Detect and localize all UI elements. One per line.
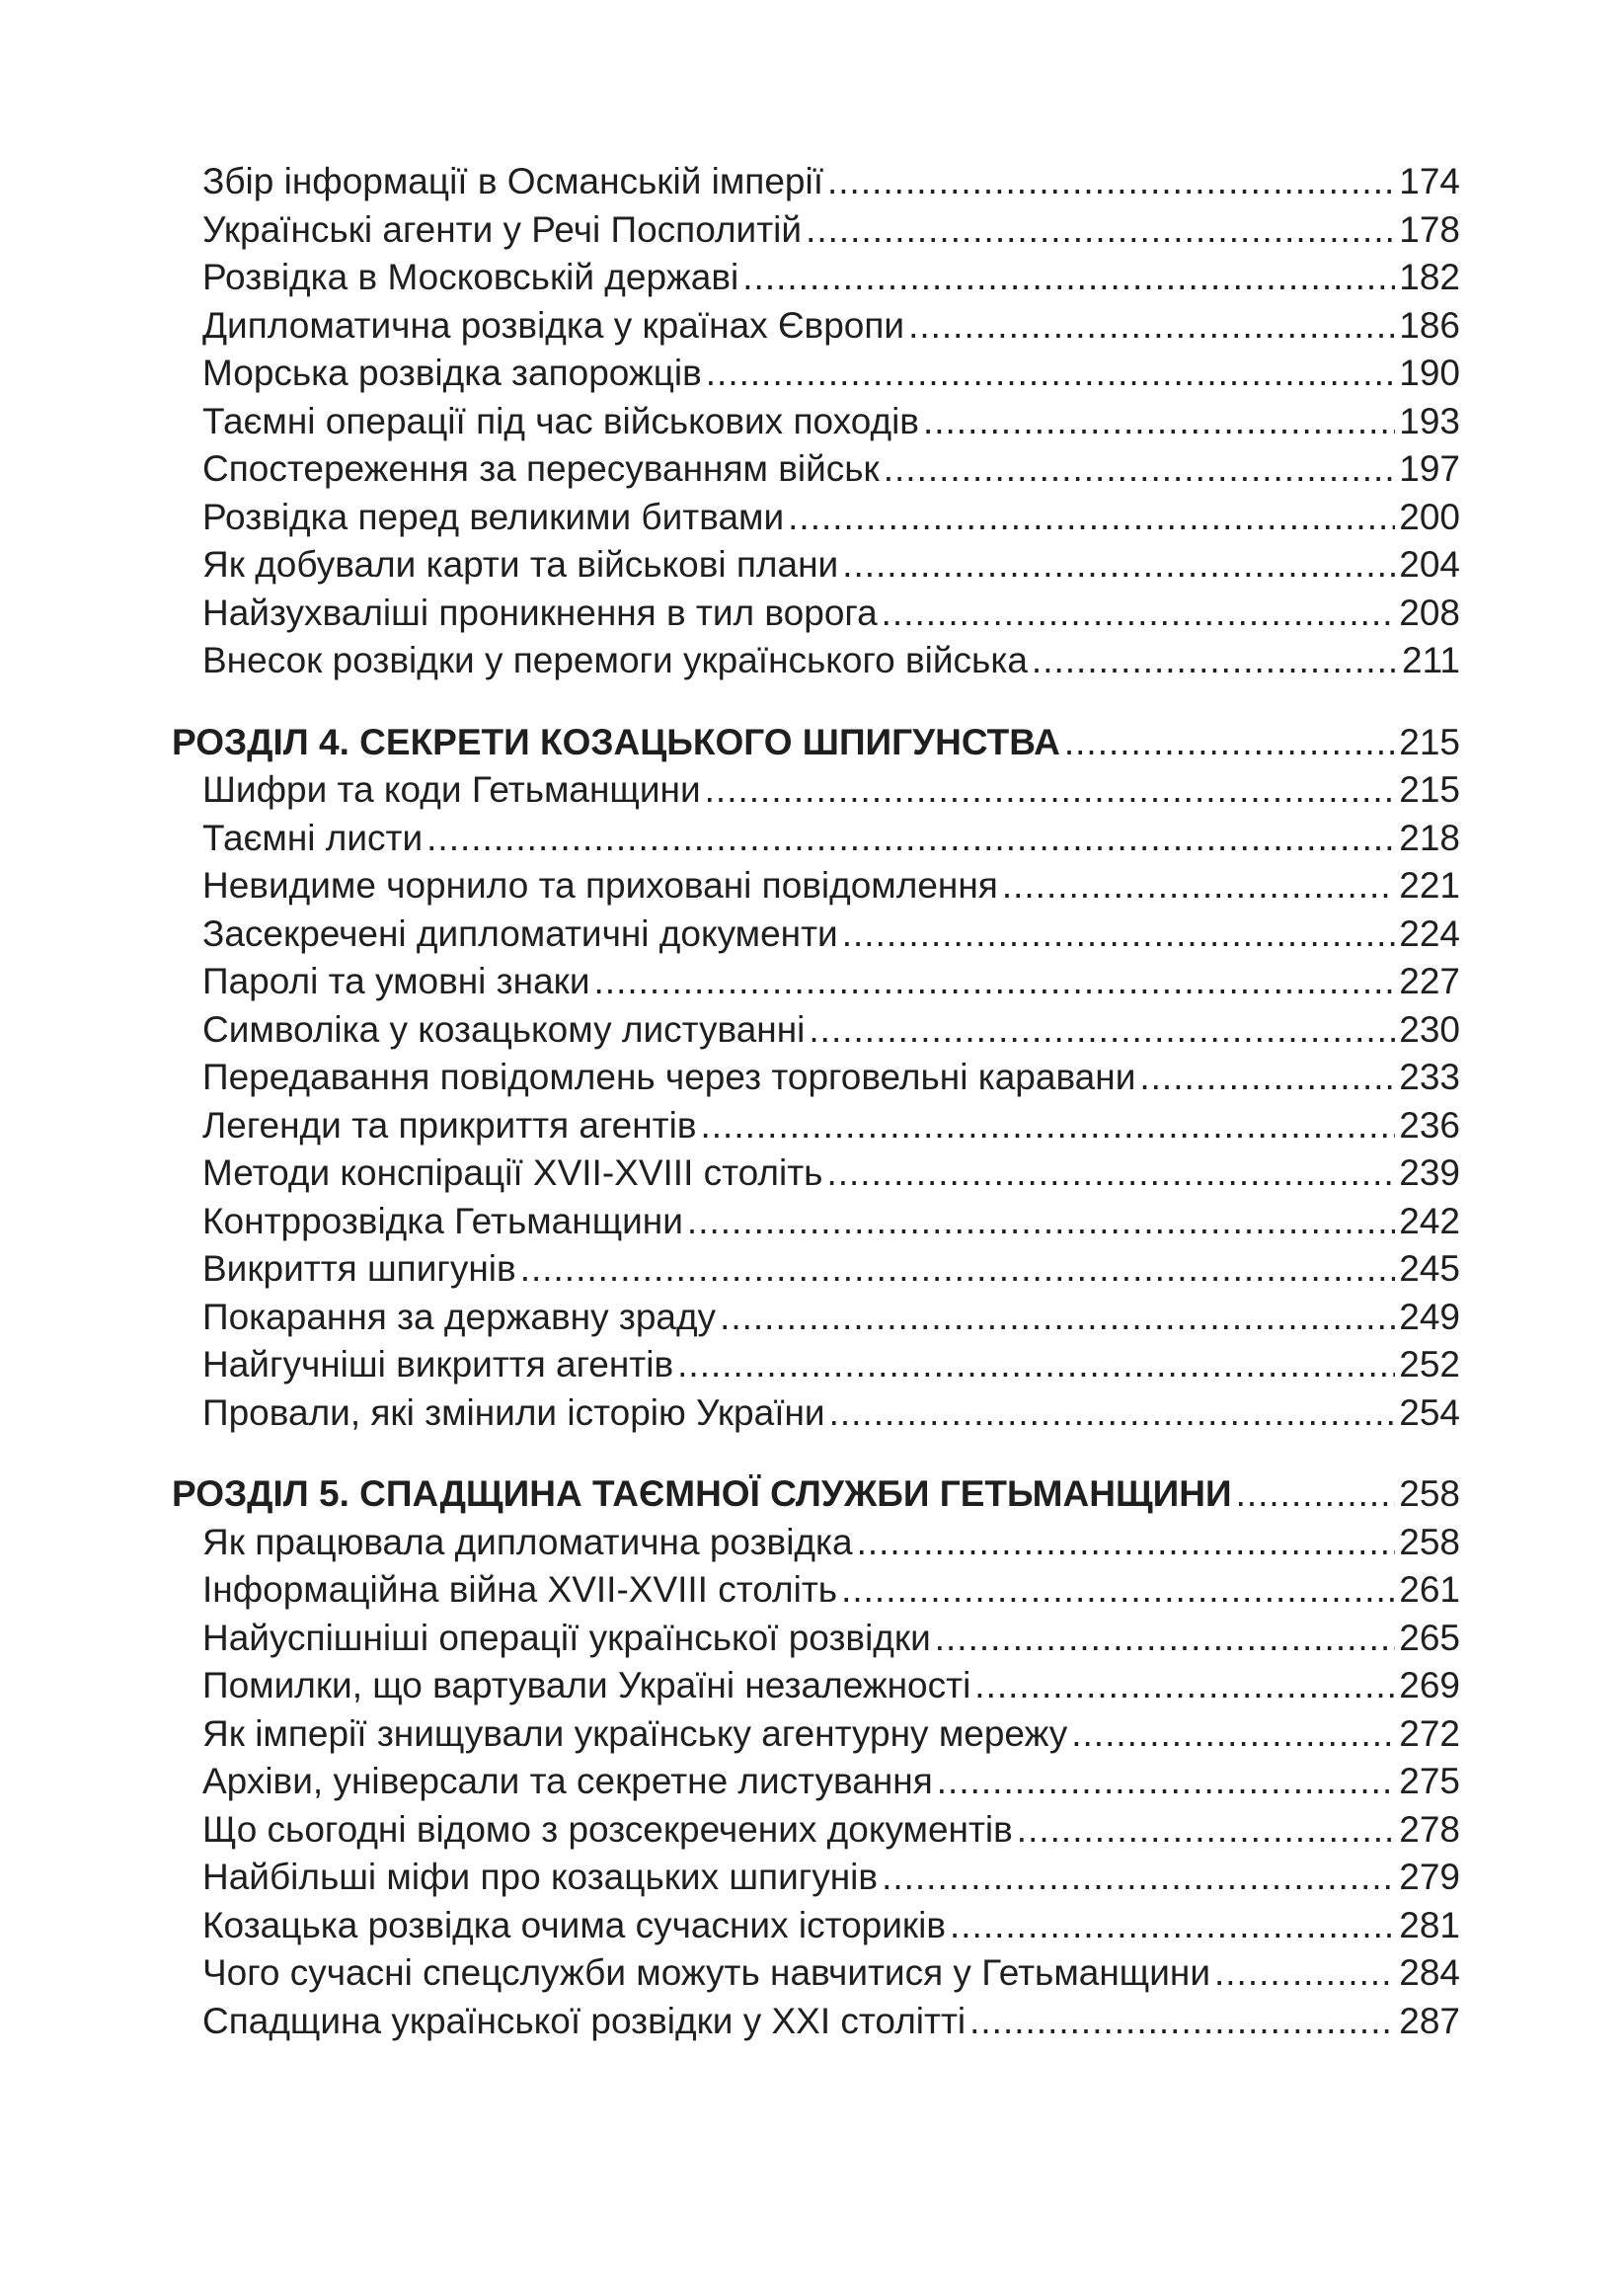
entry-title: Передавання повідомлень через торговельні каравани bbox=[202, 1057, 1136, 1097]
page-number: 224 bbox=[1399, 912, 1460, 954]
toc-entry-row[interactable] bbox=[172, 1341, 1460, 1389]
entry-title: Чого сучасні спецслужби можуть навчитися у Гетьманщини bbox=[202, 1952, 1210, 1993]
dot-leader bbox=[829, 1389, 1396, 1438]
dot-leader bbox=[426, 815, 1395, 863]
dot-leader bbox=[788, 494, 1395, 542]
page-number: 190 bbox=[1399, 353, 1460, 393]
dot-leader bbox=[701, 1102, 1396, 1150]
entry-title: Спадщина української розвідки у XXI столітті bbox=[202, 2000, 967, 2041]
page-number: 284 bbox=[1399, 1952, 1460, 1993]
dot-leader bbox=[974, 1662, 1395, 1710]
entry-title: Невидиме чорнило та приховані повідомлення bbox=[202, 865, 998, 906]
entry-title: Як працювала дипломатична розвідка bbox=[202, 1521, 853, 1562]
page-number: 208 bbox=[1399, 592, 1460, 633]
page-number: 258 bbox=[1399, 1473, 1460, 1514]
toc-entry-row[interactable] bbox=[172, 1389, 1460, 1438]
page-number: 275 bbox=[1399, 1761, 1460, 1801]
toc-entry-row[interactable] bbox=[172, 206, 1460, 255]
page-number: 269 bbox=[1399, 1665, 1460, 1705]
entry-title: Провали, які змінили історію України bbox=[202, 1391, 825, 1433]
chapter-title: РОЗДІЛ 4. СЕКРЕТИ КОЗАЦЬКОГО ШПИГУНСТВА bbox=[172, 721, 1060, 762]
page-number: 236 bbox=[1399, 1104, 1460, 1146]
page-number: 233 bbox=[1399, 1057, 1460, 1097]
page-number: 254 bbox=[1399, 1391, 1460, 1433]
dot-leader bbox=[857, 1519, 1396, 1567]
dot-leader bbox=[1139, 1054, 1395, 1102]
toc-entry-row[interactable] bbox=[172, 1198, 1460, 1246]
entry-title: Як імперії знищували українську агентурну мережу bbox=[202, 1712, 1068, 1754]
dot-leader bbox=[841, 1566, 1395, 1615]
page-number: 239 bbox=[1399, 1152, 1460, 1193]
dot-leader bbox=[1071, 1710, 1395, 1759]
page-number: 197 bbox=[1399, 448, 1460, 489]
toc-entry-row[interactable] bbox=[172, 1710, 1460, 1759]
entry-title: Найгучніші викриття агентів bbox=[202, 1344, 674, 1385]
dot-leader bbox=[1064, 719, 1395, 767]
dot-leader bbox=[677, 1341, 1395, 1389]
toc-entry-row[interactable] bbox=[172, 1149, 1460, 1198]
page-number: 193 bbox=[1399, 400, 1460, 441]
page-number: 182 bbox=[1399, 257, 1460, 297]
page-number: 258 bbox=[1399, 1521, 1460, 1562]
page-number: 279 bbox=[1399, 1857, 1460, 1897]
dot-leader bbox=[842, 910, 1396, 959]
entry-title: Таємні операції під час військових походів bbox=[202, 400, 919, 441]
dot-leader bbox=[882, 1854, 1395, 1902]
chapter-title: РОЗДІЛ 5. СПАДЩИНА ТАЄМНОЇ СЛУЖБИ ГЕТЬМАНЩИНИ bbox=[172, 1473, 1232, 1514]
toc-entry-row[interactable] bbox=[172, 766, 1460, 815]
toc-entry-row[interactable] bbox=[172, 445, 1460, 494]
page-number: 245 bbox=[1399, 1248, 1460, 1289]
entry-title: Символіка у козацькому листуванні bbox=[202, 1008, 806, 1050]
entry-title: Розвідка в Московській державі bbox=[202, 257, 739, 297]
toc-entry-row[interactable] bbox=[172, 910, 1460, 959]
page-number: 249 bbox=[1399, 1296, 1460, 1337]
page-number: 281 bbox=[1399, 1904, 1460, 1945]
dot-leader bbox=[520, 1245, 1396, 1294]
entry-title: Спостереження за пересуванням військ bbox=[202, 448, 880, 489]
entry-title: Засекречені дипломатичні документи bbox=[202, 912, 838, 954]
toc-entry-row[interactable] bbox=[172, 1102, 1460, 1150]
entry-title: Контррозвідка Гетьманщини bbox=[202, 1200, 683, 1241]
toc-entry-row[interactable] bbox=[172, 590, 1460, 638]
toc-entry-row[interactable] bbox=[172, 398, 1460, 446]
dot-leader bbox=[826, 1149, 1395, 1198]
page-number: 287 bbox=[1399, 2000, 1460, 2041]
dot-leader bbox=[806, 206, 1395, 255]
toc-entry-row[interactable] bbox=[172, 1662, 1460, 1710]
toc-entry-row[interactable] bbox=[172, 494, 1460, 542]
dot-leader bbox=[1017, 1806, 1395, 1855]
page-number: 221 bbox=[1399, 865, 1460, 906]
chapter-heading-row[interactable] bbox=[172, 1470, 1460, 1519]
entry-title: Інформаційна війна XVII-XVIII століть bbox=[202, 1569, 838, 1610]
entry-title: Дипломатична розвідка у країнах Європи bbox=[202, 304, 905, 346]
page-number: 186 bbox=[1399, 304, 1460, 346]
toc-entry-row[interactable] bbox=[172, 1006, 1460, 1055]
toc-entry-row[interactable] bbox=[172, 1519, 1460, 1567]
dot-leader bbox=[937, 1758, 1396, 1806]
toc-section bbox=[172, 1470, 1460, 2045]
page-number: 211 bbox=[1402, 640, 1460, 680]
dot-leader bbox=[1214, 1949, 1395, 1998]
entry-title: Найуспішніші операції української розвідки bbox=[202, 1617, 931, 1658]
entry-title: Таємні листи bbox=[202, 817, 424, 858]
dot-leader bbox=[809, 1006, 1395, 1055]
entry-title: Викриття шпигунів bbox=[202, 1248, 516, 1289]
entry-title: Морська розвідка запорожців bbox=[202, 353, 702, 393]
toc-entry-row[interactable] bbox=[172, 815, 1460, 863]
entry-title: Легенди та прикриття агентів bbox=[202, 1104, 697, 1146]
dot-leader bbox=[742, 254, 1395, 302]
dot-leader bbox=[884, 445, 1396, 494]
page-number: 215 bbox=[1399, 721, 1460, 762]
toc-entry-row[interactable] bbox=[172, 302, 1460, 351]
toc-entry-row[interactable] bbox=[172, 1615, 1460, 1663]
dot-leader bbox=[1002, 862, 1395, 910]
toc-section bbox=[172, 719, 1460, 1438]
toc-entry-row[interactable] bbox=[172, 958, 1460, 1006]
toc-entry-row[interactable] bbox=[172, 637, 1460, 685]
entry-title: Українські агенти у Речі Посполитій bbox=[202, 208, 803, 250]
page-number: 261 bbox=[1399, 1569, 1460, 1610]
entry-title: Паролі та умовні знаки bbox=[202, 961, 590, 1001]
dot-leader bbox=[935, 1615, 1396, 1663]
page-number: 272 bbox=[1399, 1712, 1460, 1754]
toc-entry-row[interactable] bbox=[172, 862, 1460, 910]
dot-leader bbox=[706, 350, 1395, 398]
page-number: 252 bbox=[1399, 1344, 1460, 1385]
toc-entry-row[interactable] bbox=[172, 1294, 1460, 1342]
dot-leader bbox=[923, 398, 1395, 446]
dot-leader bbox=[720, 1294, 1395, 1342]
entry-title: Внесок розвідки у перемоги українського війська bbox=[202, 640, 1028, 680]
dot-leader bbox=[950, 1902, 1395, 1950]
toc-entry-row[interactable] bbox=[172, 1758, 1460, 1806]
entry-title: Помилки, що вартували Україні незалежності bbox=[202, 1665, 971, 1705]
toc-section bbox=[172, 158, 1460, 685]
page-number: 174 bbox=[1399, 161, 1460, 201]
dot-leader bbox=[827, 158, 1395, 206]
toc-entry-row[interactable] bbox=[172, 1949, 1460, 1998]
entry-title: Методи конспірації XVII-XVIII століть bbox=[202, 1152, 823, 1193]
dot-leader bbox=[1032, 637, 1398, 685]
dot-leader bbox=[1236, 1470, 1396, 1519]
page-number: 178 bbox=[1399, 208, 1460, 250]
toc-entry-row[interactable] bbox=[172, 254, 1460, 302]
page-number: 227 bbox=[1399, 961, 1460, 1001]
dot-leader bbox=[594, 958, 1396, 1006]
entry-title: Розвідка перед великими битвами bbox=[202, 496, 785, 537]
dot-leader bbox=[705, 766, 1396, 815]
toc-entry-row[interactable] bbox=[172, 1245, 1460, 1294]
toc-entry-row[interactable] bbox=[172, 1806, 1460, 1855]
page-number: 242 bbox=[1399, 1200, 1460, 1241]
table-of-contents bbox=[172, 158, 1460, 2045]
page-number: 278 bbox=[1399, 1808, 1460, 1850]
toc-entry-row[interactable] bbox=[172, 350, 1460, 398]
toc-entry-row[interactable] bbox=[172, 1998, 1460, 2046]
page-number: 200 bbox=[1399, 496, 1460, 537]
entry-title: Покарання за державну зраду bbox=[202, 1296, 717, 1337]
dot-leader bbox=[687, 1198, 1395, 1246]
entry-title: Шифри та коди Гетьманщини bbox=[202, 769, 701, 810]
page-number: 215 bbox=[1399, 769, 1460, 810]
chapter-heading-row[interactable] bbox=[172, 719, 1460, 767]
toc-entry-row[interactable] bbox=[172, 1054, 1460, 1102]
toc-entry-row[interactable] bbox=[172, 158, 1460, 206]
entry-title: Найбільші міфи про козацьких шпигунів bbox=[202, 1857, 879, 1897]
entry-title: Як добували карти та військові плани bbox=[202, 544, 839, 585]
toc-entry-row[interactable] bbox=[172, 1902, 1460, 1950]
dot-leader bbox=[842, 541, 1395, 590]
page-number: 218 bbox=[1399, 817, 1460, 858]
toc-entry-row[interactable] bbox=[172, 1854, 1460, 1902]
dot-leader bbox=[969, 1998, 1395, 2046]
entry-title: Найзухваліші проникнення в тил ворога bbox=[202, 592, 878, 633]
entry-title: Козацька розвідка очима сучасних істориків bbox=[202, 1904, 946, 1945]
page-number: 204 bbox=[1399, 544, 1460, 585]
entry-title: Збір інформації в Османській імперії bbox=[202, 161, 823, 201]
page-number: 230 bbox=[1399, 1008, 1460, 1050]
entry-title: Архіви, універсали та секретне листування bbox=[202, 1761, 933, 1801]
entry-title: Що сьогодні відомо з розсекречених документів bbox=[202, 1808, 1013, 1850]
page-number: 265 bbox=[1399, 1617, 1460, 1658]
toc-entry-row[interactable] bbox=[172, 1566, 1460, 1615]
toc-entry-row[interactable] bbox=[172, 541, 1460, 590]
dot-leader bbox=[882, 590, 1396, 638]
dot-leader bbox=[908, 302, 1395, 351]
